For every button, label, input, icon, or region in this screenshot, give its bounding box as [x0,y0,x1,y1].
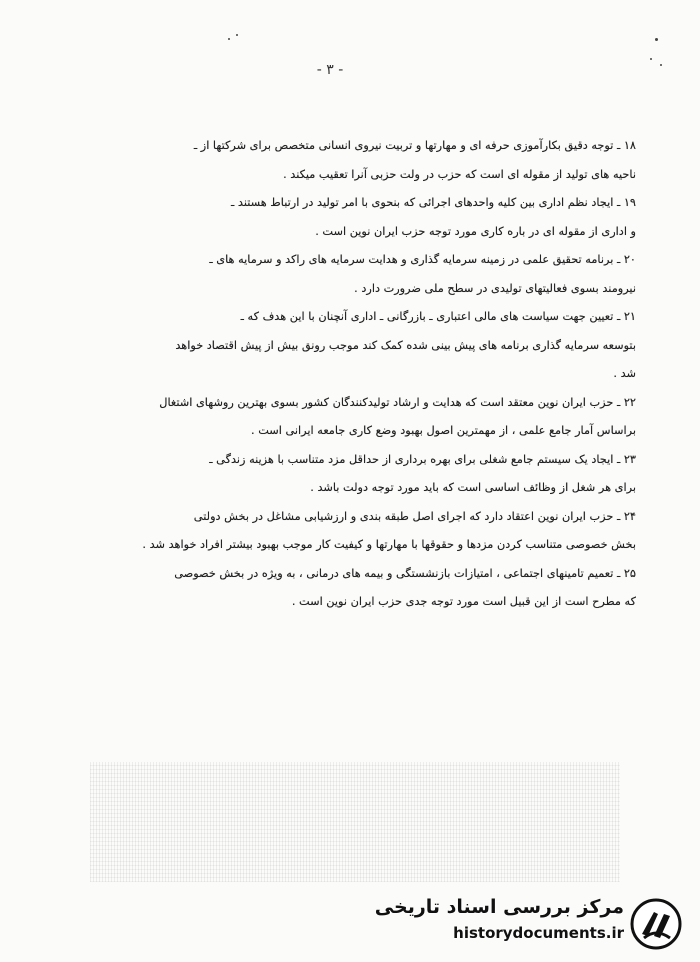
text-line: که مطرح است از این قبیل است مورد توجه جدی حزب ایران نوین است . [291,595,636,608]
text-line: بتوسعه سرمایه گذاری برنامه های پیش بینی شده کمک کند موجب رونق بیش از پیش اقتصاد خواهد [175,338,636,352]
text-line: و اداری از مقوله ای در باره کاری مورد توجه حزب ایران نوین است . [315,224,636,238]
archive-watermark [374,894,682,950]
paragraph-22 [88,389,636,446]
scan-speck [236,34,238,36]
watermark-title: مرکز بررسی اسناد تاریخی [374,896,624,918]
text-line: ۱۹ ـ ایجاد نظم اداری بین کلیه واحدهای اجرائی که بنحوی با امر تولید در ارتباط هستند ـ [231,196,636,209]
paragraph-21 [88,303,636,389]
text-line: ۲۰ ـ برنامه تحقیق علمی در زمینه سرمایه گذاری و هدایت سرمایه های راکد و سرمایه های ـ [209,253,636,266]
text-line: ۲۱ ـ تعیین جهت سیاست های مالی اعتباری ـ بازرگانی ـ اداری آنچنان با این هدف که ـ [240,310,636,323]
text-line: ۱۸ ـ توجه دقیق بکارآموزی حرفه ای و مهارتها و تربیت نیروی انسانی متخصص برای شرکتها از ـ [193,139,636,152]
text-line: ناحیه های تولید از مقوله ای است که حزب در ولت حزبی آنرا تعقیب میکند . [283,167,636,181]
text-line: ۲۲ ـ حزب ایران نوین معتقد است که هدایت و ارشاد تولیدکنندگان کشور بسوی بهترین روشهای اشتغال [159,395,636,409]
document-body [88,132,636,617]
text-line: ۲۴ ـ حزب ایران نوین اعتقاد دارد که اجرای اصل طبقه بندی و ارزشیابی مشاغل در بخش دولتی [193,509,636,523]
page-number: - ٣ - [316,62,344,78]
text-line: ۲۵ ـ تعمیم تامینهای اجتماعی ، امتیازات بازنشستگی و بیمه های درمانی ، به ویژه در بخش خصوصی [174,566,636,580]
text-line: بخش خصوصی متناسب کردن مزدها و حقوقها با مهارتها و کیفیت کار موجب بهبود بیشتر افراد خواهد شد . [142,538,636,551]
text-line: برای هر شغل از وظائف اساسی است که باید مورد توجه دولت باشد . [310,481,636,494]
text-line: شد . [613,367,636,380]
text-line: براساس آمار جامع علمی ، از مهمترین اصول بهبود وضع کاری جامعه ایرانی است . [251,424,636,437]
scan-noise-band [90,762,620,882]
text-line: ۲۳ ـ ایجاد یک سیستم جامع شغلی برای بهره برداری از حداقل مزد متناسب با هزینه زندگی ـ [209,452,636,466]
scan-speck [228,38,230,40]
paragraph-23 [88,446,636,503]
scan-speck [650,58,652,60]
paragraph-19 [88,189,636,246]
paragraph-25 [88,560,636,617]
book-emblem-icon [630,898,682,950]
scan-speck [655,38,658,41]
scan-speck [660,64,662,66]
paragraph-20 [88,246,636,303]
paragraph-18 [88,132,636,189]
text-line: نیرومند بسوی فعالیتهای تولیدی در سطح ملی ضرورت دارد . [354,281,636,295]
paragraph-24 [88,503,636,560]
watermark-url: historydocuments.ir [453,924,624,942]
